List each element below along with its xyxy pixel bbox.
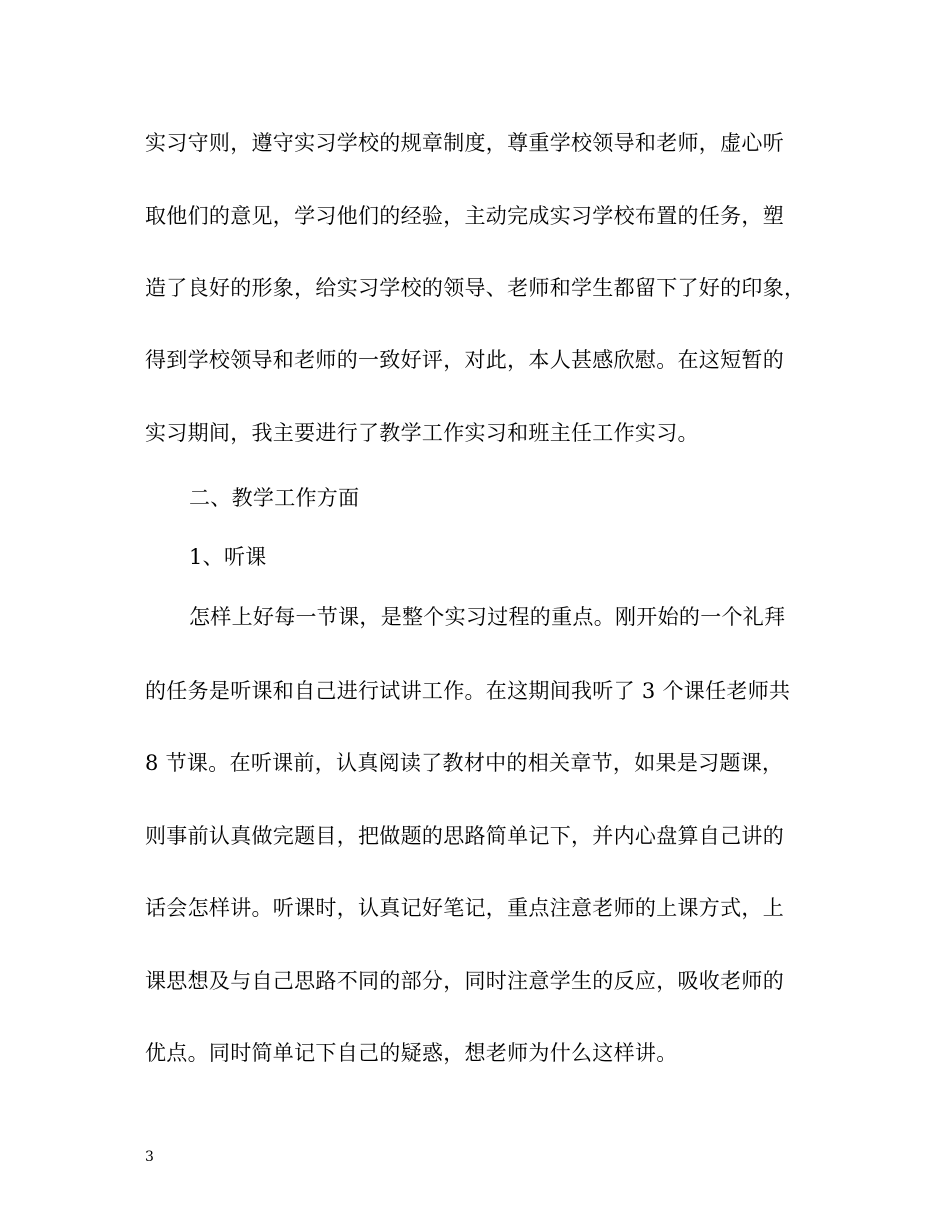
paragraph-line: 课思想及与自己思路不同的部分，同时注意学生的反应，吸收老师的 (145, 969, 784, 993)
paragraph-line: 怎样上好每一节课，是整个实习过程的重点。刚开始的一个礼拜 (189, 605, 786, 629)
paragraph-line: 得到学校领导和老师的一致好评，对此，本人甚感欣慰。在这短暂的 (145, 348, 784, 372)
paragraph-line: 造了良好的形象，给实习学校的领导、老师和学生都留下了好的印象， (145, 276, 806, 300)
paragraph-line: 实习守则，遵守实习学校的规章制度，尊重学校领导和老师，虚心听 (145, 131, 784, 155)
paragraph-line: 的任务是听课和自己进行试讲工作。在这期间我听了 3 个课任老师共 (145, 679, 791, 703)
paragraph-line: 优点。同时简单记下自己的疑惑，想老师为什么这样讲。 (145, 1041, 678, 1065)
paragraph-line: 实习期间，我主要进行了教学工作实习和班主任工作实习。 (145, 421, 699, 445)
page-number: 3 (145, 1149, 154, 1165)
paragraph-line: 则事前认真做完题目，把做题的思路简单记下，并内心盘算自己讲的 (145, 824, 784, 848)
section-heading: 二、教学工作方面 (189, 486, 360, 510)
paragraph-line: 8 节课。在听课前，认真阅读了教材中的相关章节，如果是习题课， (145, 751, 784, 775)
paragraph-line: 取他们的意见，学习他们的经验，主动完成实习学校布置的任务，塑 (145, 204, 784, 228)
paragraph-line: 话会怎样讲。听课时，认真记好笔记，重点注意老师的上课方式，上 (145, 896, 784, 920)
subsection-heading: 1、听课 (189, 545, 267, 569)
